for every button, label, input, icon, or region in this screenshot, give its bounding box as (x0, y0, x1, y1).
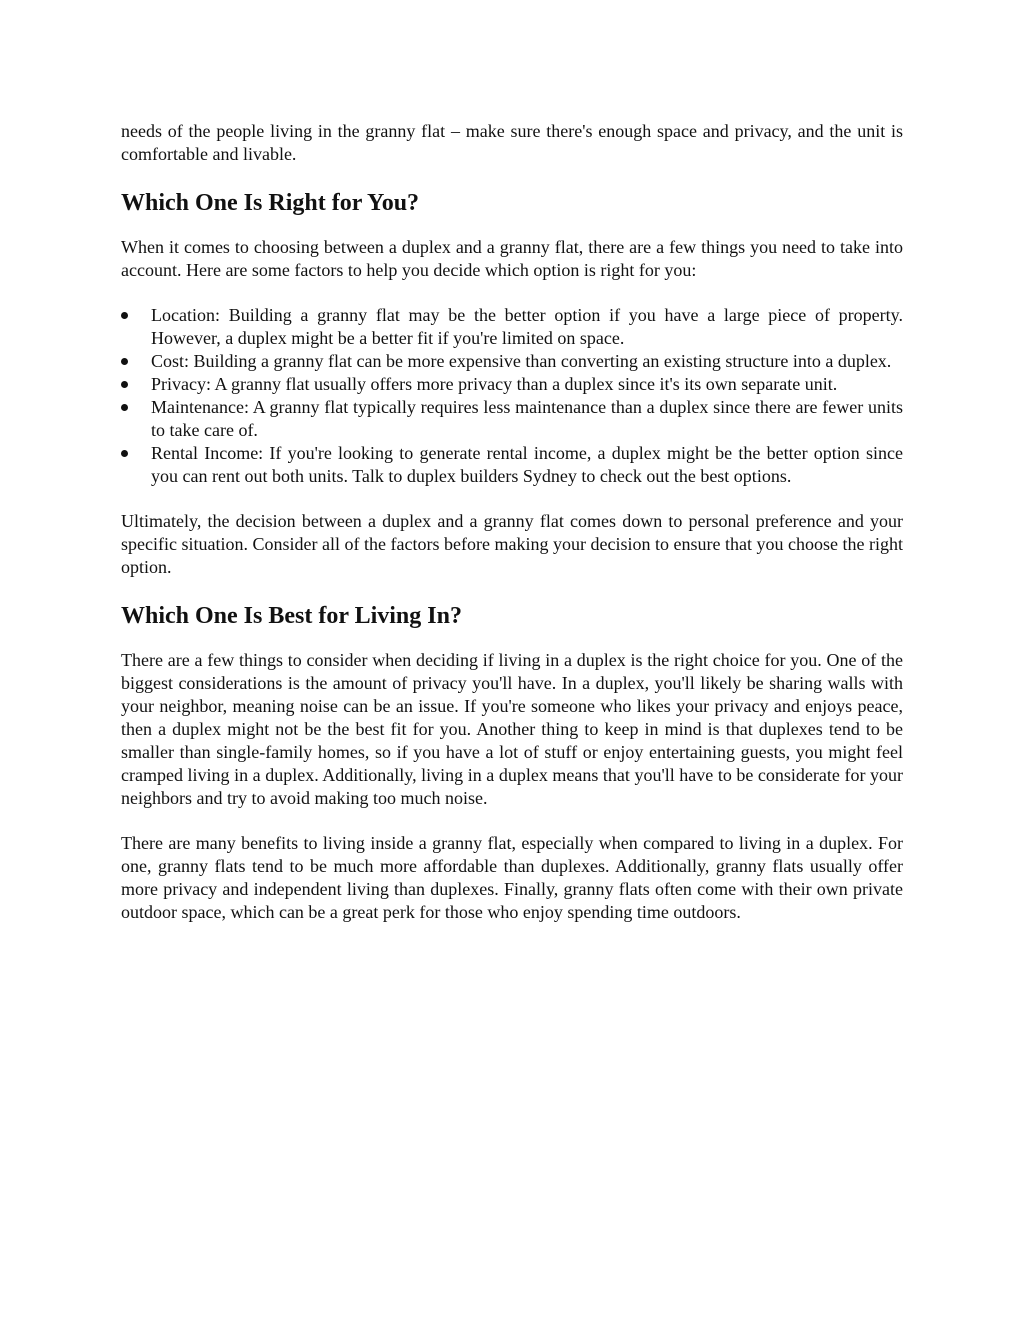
section1-conclusion-paragraph: Ultimately, the decision between a duplex and a granny flat comes down to personal preference and your specific situation. Consider all of the factors before making your decision to ensure that you choose the right option. (121, 511, 903, 577)
bullet-icon (121, 358, 128, 365)
section-heading-right-for-you: Which One Is Right for You? (121, 190, 420, 216)
list-item (121, 304, 903, 350)
list-item (121, 396, 903, 442)
bullet-icon (121, 312, 128, 319)
bullet-icon (121, 381, 128, 388)
bullet-icon (121, 450, 128, 457)
section1-intro-paragraph: When it comes to choosing between a duplex and a granny flat, there are a few things you need to take into account. Here are some factors to help you decide which option is right for you: (121, 237, 903, 280)
list-item (121, 373, 903, 396)
list-item-text: Location: Building a granny flat may be the better option if you have a large piece of property. However, a duplex might be a better fit if you're limited on space. (151, 305, 903, 348)
list-item-text: Cost: Building a granny flat can be more expensive than converting an existing structure into a duplex. (151, 351, 892, 371)
factors-list (121, 304, 903, 488)
intro-continuation-paragraph: needs of the people living in the granny flat – make sure there's enough space and privacy, and the unit is comfortable and livable. (121, 121, 903, 164)
list-item (121, 442, 903, 488)
section2-granny-flat-paragraph: There are many benefits to living inside a granny flat, especially when compared to living in a duplex. For one, granny flats tend to be much more affordable than duplexes. Additionally, granny flats usually offer more privacy and independent living than duplexes. Finally, granny flats often come with their own private outdoor space, which can be a great perk for those who enjoy spending time outdoors. (121, 833, 903, 922)
section2-duplex-paragraph: There are a few things to consider when deciding if living in a duplex is the right choice for you. One of the biggest considerations is the amount of privacy you'll have. In a duplex, you'll likely be sharing walls with your neighbor, meaning noise can be an issue. If you're someone who likes your privacy and enjoys peace, then a duplex might not be the best fit for you. Another thing to keep in mind is that duplexes tend to be smaller than single-family homes, so if you have a lot of stuff or enjoy entertaining guests, you might feel cramped living in a duplex. Additionally, living in a duplex means that you'll have to be considerate for your neighbors and try to avoid making too much noise. (121, 650, 903, 808)
list-item-text: Maintenance: A granny flat typically requires less maintenance than a duplex since there are fewer units to take care of. (151, 397, 903, 440)
document-page (121, 120, 903, 924)
list-item-text: Privacy: A granny flat usually offers more privacy than a duplex since it's its own separate unit. (151, 374, 838, 394)
section-heading-best-for-living: Which One Is Best for Living In? (121, 603, 462, 629)
bullet-icon (121, 404, 128, 411)
list-item (121, 350, 903, 373)
list-item-text: Rental Income: If you're looking to generate rental income, a duplex might be the better option since you can rent out both units. Talk to duplex builders Sydney to check out the best options. (151, 443, 903, 486)
